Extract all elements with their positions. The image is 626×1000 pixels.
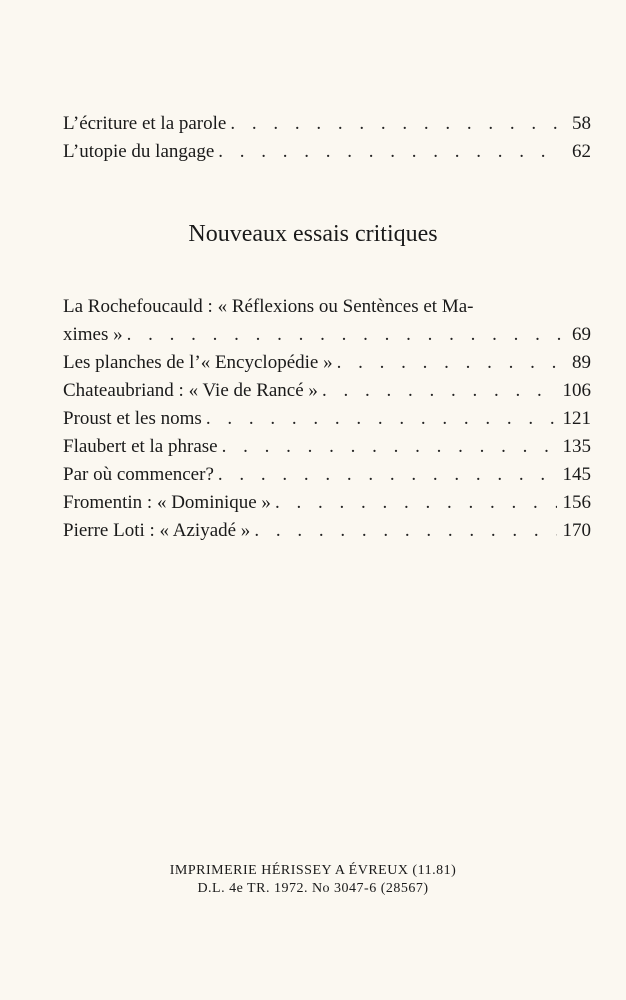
toc-entry [63,433,591,461]
toc-list-top [63,110,591,166]
toc-entry [63,377,591,405]
dot-leader [230,110,561,138]
toc-entry [63,138,591,166]
toc-entry [63,489,591,517]
toc-entry-title: Les planches de l’« Encyclopédie » [63,352,333,373]
toc-entry-title: Par où commencer? [63,464,214,485]
toc-entry-page: 156 [562,492,591,513]
toc-entry-page: 170 [562,520,591,541]
toc-entry [63,461,591,489]
toc-entry-page: 145 [562,464,591,485]
toc-entry-page: 121 [562,408,591,429]
toc-entry-page: 58 [572,113,591,134]
toc-entry-page: 135 [562,436,591,457]
toc-entry [63,110,591,138]
toc-entry-title-line1: La Rochefoucauld : « Réflexions ou Sentènces et Ma- [63,296,474,317]
toc-entry [63,321,591,349]
toc-entry-title: Fromentin : « Dominique » [63,492,271,513]
toc-entry-first-line [63,293,591,321]
toc-entry-page: 62 [572,141,591,162]
colophon-line-2: D.L. 4e TR. 1972. No 3047-6 (28567) [197,881,429,896]
toc-entry-page: 89 [572,352,591,373]
toc-entry-title: Chateaubriand : « Vie de Rancé » [63,380,318,401]
dot-leader [254,517,556,545]
toc-entry-title: ximes » [63,324,123,345]
toc-entry-title: L’écriture et la parole [63,113,227,134]
dot-leader [218,461,557,489]
colophon-line-1: IMPRIMERIE HÉRISSEY A ÉVREUX (11.81) [169,863,457,878]
toc-list-section [63,293,591,545]
section-heading: Nouveaux essais critiques [188,221,438,247]
toc-entry-page: 106 [562,380,591,401]
toc-entry [63,517,591,545]
dot-leader [206,405,557,433]
toc-entry [63,405,591,433]
dot-leader [275,489,557,517]
printer-colophon [0,862,626,898]
dot-leader [337,349,561,377]
dot-leader [322,377,557,405]
toc-entry-title: Proust et les noms [63,408,202,429]
toc-entry-page: 69 [572,324,591,345]
dot-leader [127,321,561,349]
toc-entry-title: Pierre Loti : « Aziyadé » [63,520,251,541]
dot-leader [218,138,561,166]
toc-entry [63,349,591,377]
toc-entry-title: L’utopie du langage [63,141,215,162]
dot-leader [222,433,557,461]
toc-entry-title: Flaubert et la phrase [63,436,218,457]
